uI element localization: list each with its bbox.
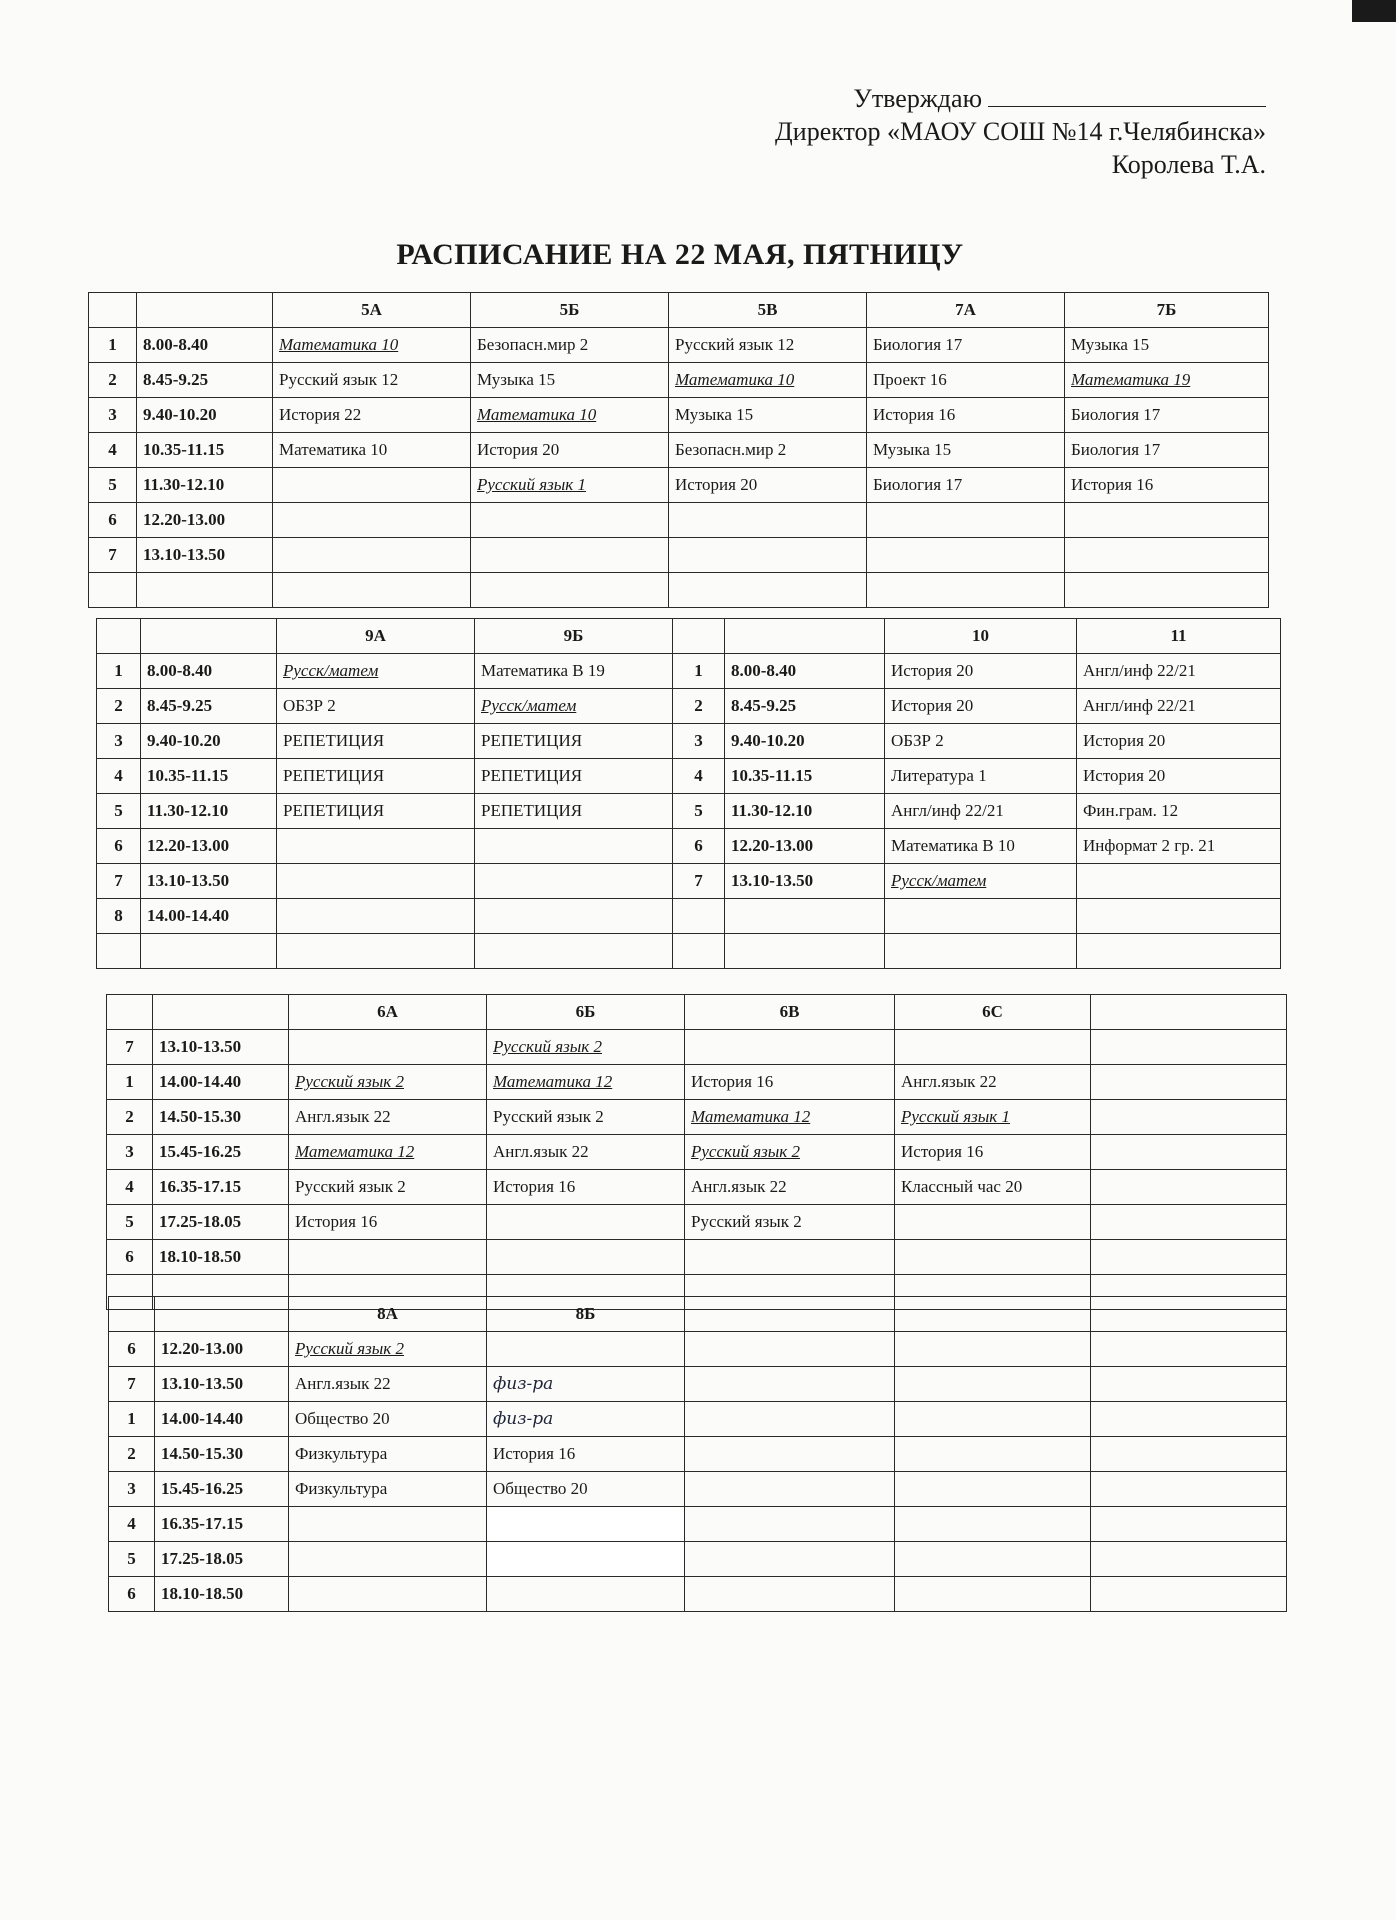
director-line: Директор «МАОУ СОШ №14 г.Челябинска» [775, 117, 1266, 146]
class-header: 6В [685, 995, 895, 1030]
empty-cell [1091, 1297, 1287, 1332]
director-name: Королева Т.А. [1111, 150, 1266, 179]
lesson-time: 10.35-11.15 [141, 759, 277, 794]
lesson-number: 7 [97, 864, 141, 899]
lesson-number: 5 [89, 468, 137, 503]
table-row [109, 1577, 1287, 1612]
spacer-row [89, 573, 1269, 608]
lesson-cell [487, 1542, 685, 1577]
table-row [89, 538, 1269, 573]
table-row [109, 1437, 1287, 1472]
lesson-time: 13.10-13.50 [137, 538, 273, 573]
empty-cell [153, 995, 289, 1030]
lesson-cell: Русск/матем [277, 654, 475, 689]
lesson-cell [471, 503, 669, 538]
lesson-time: 10.35-11.15 [725, 759, 885, 794]
empty-cell [673, 619, 725, 654]
lesson-cell: Русск/матем [475, 689, 673, 724]
lesson-cell: ОБЗР 2 [885, 724, 1077, 759]
lesson-cell: Русский язык 12 [273, 363, 471, 398]
table-row [89, 433, 1269, 468]
lesson-number: 7 [673, 864, 725, 899]
lesson-cell [487, 1507, 685, 1542]
lesson-number: 2 [97, 689, 141, 724]
lesson-time: 11.30-12.10 [725, 794, 885, 829]
empty-cell [141, 619, 277, 654]
lesson-time: 12.20-13.00 [137, 503, 273, 538]
table-row [107, 1065, 1287, 1100]
lesson-number: 5 [673, 794, 725, 829]
lesson-cell: Англ.язык 22 [685, 1170, 895, 1205]
lesson-number: 7 [109, 1367, 155, 1402]
empty-cell [1091, 1240, 1287, 1275]
lesson-cell: Русский язык 2 [487, 1100, 685, 1135]
lesson-number: 4 [673, 759, 725, 794]
lesson-cell [669, 503, 867, 538]
class-header: 11 [1077, 619, 1281, 654]
lesson-cell [475, 864, 673, 899]
lesson-cell [273, 468, 471, 503]
lesson-cell [1077, 864, 1281, 899]
lesson-number: 1 [89, 328, 137, 363]
scan-edge [1352, 0, 1396, 22]
lesson-time: 11.30-12.10 [137, 468, 273, 503]
lesson-number: 6 [109, 1332, 155, 1367]
lesson-cell [867, 503, 1065, 538]
table-row [107, 1100, 1287, 1135]
lesson-time: 9.40-10.20 [137, 398, 273, 433]
table-row [109, 1542, 1287, 1577]
lesson-time: 13.10-13.50 [155, 1367, 289, 1402]
lesson-time: 14.50-15.30 [153, 1100, 289, 1135]
lesson-cell: Русский язык 1 [895, 1100, 1091, 1135]
lesson-number: 1 [107, 1065, 153, 1100]
lesson-cell [289, 1542, 487, 1577]
lesson-number: 6 [673, 829, 725, 864]
lesson-cell [289, 1577, 487, 1612]
lesson-time: 16.35-17.15 [153, 1170, 289, 1205]
lesson-cell: Русский язык 2 [685, 1135, 895, 1170]
lesson-cell: Безопасн.мир 2 [471, 328, 669, 363]
lesson-cell: Информат 2 гр. 21 [1077, 829, 1281, 864]
table-row [97, 829, 1281, 864]
lesson-time: 8.00-8.40 [725, 654, 885, 689]
lesson-cell: РЕПЕТИЦИЯ [277, 759, 475, 794]
lesson-time: 8.45-9.25 [725, 689, 885, 724]
empty-cell [725, 619, 885, 654]
lesson-cell [1065, 503, 1269, 538]
class-header: 8Б [487, 1297, 685, 1332]
lesson-cell [487, 1332, 685, 1367]
table-row [97, 794, 1281, 829]
lesson-cell: История 16 [487, 1437, 685, 1472]
lesson-cell: Общество 20 [289, 1402, 487, 1437]
lesson-cell: Англ/инф 22/21 [885, 794, 1077, 829]
table-row [109, 1367, 1287, 1402]
table-row [107, 1240, 1287, 1275]
lesson-cell [685, 1030, 895, 1065]
lesson-cell [487, 1205, 685, 1240]
table-row [89, 363, 1269, 398]
lesson-cell: РЕПЕТИЦИЯ [277, 724, 475, 759]
lesson-cell: Безопасн.мир 2 [669, 433, 867, 468]
lesson-cell: Русский язык 2 [289, 1170, 487, 1205]
lesson-time: 17.25-18.05 [153, 1205, 289, 1240]
empty-cell [1091, 1205, 1287, 1240]
lesson-number: 3 [89, 398, 137, 433]
lesson-number: 4 [89, 433, 137, 468]
table-row [89, 468, 1269, 503]
lesson-cell [685, 1240, 895, 1275]
lesson-cell: Математика 10 [669, 363, 867, 398]
lesson-time: 14.00-14.40 [141, 899, 277, 934]
lesson-cell [289, 1240, 487, 1275]
lesson-cell: Русский язык 2 [289, 1065, 487, 1100]
class-header: 8А [289, 1297, 487, 1332]
lesson-cell [273, 503, 471, 538]
lesson-time: 17.25-18.05 [155, 1542, 289, 1577]
lesson-time: 12.20-13.00 [155, 1332, 289, 1367]
class-header: 6А [289, 995, 487, 1030]
lesson-cell [487, 1577, 685, 1612]
lesson-cell: Проект 16 [867, 363, 1065, 398]
class-header: 9А [277, 619, 475, 654]
empty-cell [107, 995, 153, 1030]
table-row [97, 724, 1281, 759]
lesson-cell: История 16 [487, 1170, 685, 1205]
lesson-cell [475, 899, 673, 934]
lesson-cell: Математика 10 [471, 398, 669, 433]
empty-cell [155, 1297, 289, 1332]
lesson-cell: Биология 17 [867, 328, 1065, 363]
lesson-cell: Русский язык 2 [685, 1205, 895, 1240]
empty-cell [1091, 1100, 1287, 1135]
lesson-time: 8.00-8.40 [141, 654, 277, 689]
lesson-time: 8.45-9.25 [137, 363, 273, 398]
class-header: 6С [895, 995, 1091, 1030]
lesson-cell: История 20 [471, 433, 669, 468]
table-row [107, 1135, 1287, 1170]
lesson-cell [475, 829, 673, 864]
lesson-cell: Математика В 10 [885, 829, 1077, 864]
lesson-number: 4 [107, 1170, 153, 1205]
lesson-cell: Фин.грам. 12 [1077, 794, 1281, 829]
table-row [89, 503, 1269, 538]
lesson-cell: Русский язык 12 [669, 328, 867, 363]
lesson-cell: РЕПЕТИЦИЯ [277, 794, 475, 829]
lesson-number: 3 [109, 1472, 155, 1507]
lesson-cell [669, 538, 867, 573]
lesson-cell: ОБЗР 2 [277, 689, 475, 724]
lesson-cell: Математика В 19 [475, 654, 673, 689]
lesson-time: 14.00-14.40 [155, 1402, 289, 1437]
table-row [97, 759, 1281, 794]
lesson-cell: История 16 [1065, 468, 1269, 503]
lesson-cell: История 16 [895, 1135, 1091, 1170]
lesson-time: 11.30-12.10 [141, 794, 277, 829]
lesson-cell [289, 1030, 487, 1065]
lesson-cell: Англ/инф 22/21 [1077, 689, 1281, 724]
lesson-number: 2 [89, 363, 137, 398]
lesson-cell: Биология 17 [867, 468, 1065, 503]
schedule-table-8 [108, 1296, 1287, 1612]
lesson-cell [277, 864, 475, 899]
empty-cell [89, 293, 137, 328]
lesson-number: 2 [109, 1437, 155, 1472]
lesson-cell: Англ.язык 22 [289, 1367, 487, 1402]
lesson-cell: История 22 [273, 398, 471, 433]
approval-block [775, 82, 1266, 181]
lesson-cell: История 20 [1077, 759, 1281, 794]
lesson-cell: Биология 17 [1065, 398, 1269, 433]
lesson-cell [289, 1507, 487, 1542]
schedule-table-6 [106, 994, 1287, 1310]
lesson-cell [885, 899, 1077, 934]
lesson-cell: Литература 1 [885, 759, 1077, 794]
lesson-time: 15.45-16.25 [153, 1135, 289, 1170]
lesson-cell: Англ.язык 22 [895, 1065, 1091, 1100]
lesson-number: 3 [107, 1135, 153, 1170]
lesson-cell [277, 829, 475, 864]
lesson-cell: Русск/матем [885, 864, 1077, 899]
lesson-cell [487, 1240, 685, 1275]
lesson-cell [867, 538, 1065, 573]
empty-cell [1091, 995, 1287, 1030]
table-row [107, 1205, 1287, 1240]
lesson-time: 8.45-9.25 [141, 689, 277, 724]
class-header: 6Б [487, 995, 685, 1030]
lesson-number: 6 [107, 1240, 153, 1275]
schedule-table-5-7 [88, 292, 1269, 608]
lesson-number: 4 [97, 759, 141, 794]
lesson-cell: Русский язык 1 [471, 468, 669, 503]
page-title: РАСПИСАНИЕ НА 22 МАЯ, ПЯТНИЦУ [396, 238, 964, 271]
class-header: 9Б [475, 619, 673, 654]
lesson-cell [1065, 538, 1269, 573]
table-row [97, 864, 1281, 899]
empty-cell [137, 293, 273, 328]
handwritten-cell: физ-ра [487, 1402, 685, 1437]
handwritten-cell: физ-ра [487, 1367, 685, 1402]
lesson-time: 10.35-11.15 [137, 433, 273, 468]
lesson-cell: История 16 [289, 1205, 487, 1240]
lesson-time: 8.00-8.40 [137, 328, 273, 363]
table-row [97, 654, 1281, 689]
lesson-cell [895, 1030, 1091, 1065]
lesson-number: 8 [97, 899, 141, 934]
lesson-cell: РЕПЕТИЦИЯ [475, 724, 673, 759]
lesson-cell: Математика 12 [487, 1065, 685, 1100]
empty-cell [97, 619, 141, 654]
schedule-table-9-11 [96, 618, 1281, 969]
empty-cell [1091, 1065, 1287, 1100]
lesson-number: 3 [673, 724, 725, 759]
lesson-time [725, 899, 885, 934]
lesson-time: 9.40-10.20 [725, 724, 885, 759]
lesson-cell: Физкультура [289, 1472, 487, 1507]
class-header: 5Б [471, 293, 669, 328]
lesson-time: 13.10-13.50 [725, 864, 885, 899]
empty-cell [109, 1297, 155, 1332]
lesson-time: 9.40-10.20 [141, 724, 277, 759]
lesson-cell [895, 1240, 1091, 1275]
lesson-number: 6 [109, 1577, 155, 1612]
lesson-cell: Русский язык 2 [487, 1030, 685, 1065]
class-header: 7А [867, 293, 1065, 328]
spacer-row [97, 934, 1281, 969]
table-row [107, 1170, 1287, 1205]
table-row [89, 398, 1269, 433]
table-row [97, 689, 1281, 724]
lesson-number: 1 [97, 654, 141, 689]
lesson-cell: История 16 [867, 398, 1065, 433]
class-header: 7Б [1065, 293, 1269, 328]
lesson-cell: Общество 20 [487, 1472, 685, 1507]
lesson-number: 7 [107, 1030, 153, 1065]
empty-cell [685, 1297, 895, 1332]
lesson-cell [895, 1205, 1091, 1240]
lesson-cell: Математика 12 [685, 1100, 895, 1135]
lesson-cell: Музыка 15 [867, 433, 1065, 468]
lesson-number: 2 [107, 1100, 153, 1135]
lesson-number: 4 [109, 1507, 155, 1542]
table-row [97, 899, 1281, 934]
lesson-number: 1 [109, 1402, 155, 1437]
lesson-cell: Музыка 15 [471, 363, 669, 398]
table-row [109, 1472, 1287, 1507]
signature-line [988, 84, 1266, 107]
lesson-cell [277, 899, 475, 934]
lesson-time: 12.20-13.00 [725, 829, 885, 864]
lesson-cell: История 20 [885, 689, 1077, 724]
lesson-time: 13.10-13.50 [141, 864, 277, 899]
lesson-cell [471, 538, 669, 573]
lesson-cell: Англ.язык 22 [487, 1135, 685, 1170]
lesson-number: 5 [109, 1542, 155, 1577]
empty-cell [1091, 1135, 1287, 1170]
lesson-number: 1 [673, 654, 725, 689]
lesson-cell: Математика 19 [1065, 363, 1269, 398]
lesson-cell: Математика 12 [289, 1135, 487, 1170]
table-row [109, 1402, 1287, 1437]
lesson-number: 2 [673, 689, 725, 724]
empty-cell [1091, 1170, 1287, 1205]
empty-cell [895, 1297, 1091, 1332]
lesson-number: 7 [89, 538, 137, 573]
lesson-time: 14.00-14.40 [153, 1065, 289, 1100]
lesson-time: 12.20-13.00 [141, 829, 277, 864]
lesson-time: 15.45-16.25 [155, 1472, 289, 1507]
lesson-cell: Классный час 20 [895, 1170, 1091, 1205]
lesson-cell: Англ/инф 22/21 [1077, 654, 1281, 689]
lesson-number: 6 [97, 829, 141, 864]
lesson-time: 14.50-15.30 [155, 1437, 289, 1472]
lesson-time: 18.10-18.50 [153, 1240, 289, 1275]
class-header: 10 [885, 619, 1077, 654]
lesson-cell [1077, 899, 1281, 934]
table-row [89, 328, 1269, 363]
lesson-cell: Математика 10 [273, 328, 471, 363]
lesson-cell: Биология 17 [1065, 433, 1269, 468]
table-row [109, 1507, 1287, 1542]
lesson-cell: Музыка 15 [669, 398, 867, 433]
lesson-cell: Русский язык 2 [289, 1332, 487, 1367]
lesson-cell: Музыка 15 [1065, 328, 1269, 363]
table-row [107, 1030, 1287, 1065]
empty-cell [1091, 1030, 1287, 1065]
table-row [109, 1332, 1287, 1367]
lesson-cell [273, 538, 471, 573]
lesson-cell: Математика 10 [273, 433, 471, 468]
class-header: 5В [669, 293, 867, 328]
lesson-number [673, 899, 725, 934]
approve-label: Утверждаю [853, 84, 982, 113]
lesson-cell: Англ.язык 22 [289, 1100, 487, 1135]
lesson-time: 18.10-18.50 [155, 1577, 289, 1612]
lesson-number: 6 [89, 503, 137, 538]
class-header: 5А [273, 293, 471, 328]
lesson-time: 13.10-13.50 [153, 1030, 289, 1065]
lesson-time: 16.35-17.15 [155, 1507, 289, 1542]
lesson-cell: РЕПЕТИЦИЯ [475, 794, 673, 829]
lesson-cell: История 20 [669, 468, 867, 503]
lesson-cell: История 20 [1077, 724, 1281, 759]
lesson-number: 5 [107, 1205, 153, 1240]
lesson-number: 5 [97, 794, 141, 829]
lesson-cell: Физкультура [289, 1437, 487, 1472]
lesson-cell: РЕПЕТИЦИЯ [475, 759, 673, 794]
lesson-cell: История 16 [685, 1065, 895, 1100]
lesson-cell: История 20 [885, 654, 1077, 689]
lesson-number: 3 [97, 724, 141, 759]
